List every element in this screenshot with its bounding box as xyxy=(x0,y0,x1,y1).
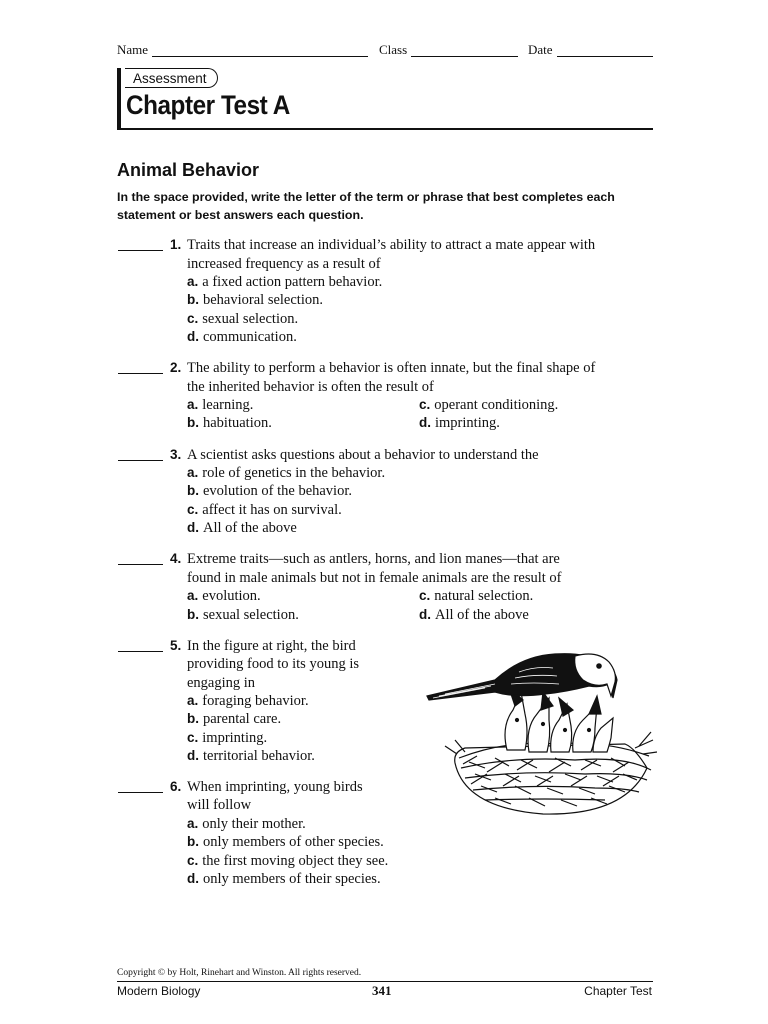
question-text-line: providing food to its young is xyxy=(187,656,359,672)
title-side-bar xyxy=(117,68,121,130)
option-c: c. imprinting. xyxy=(187,730,268,746)
question-number: 2. xyxy=(170,360,182,375)
answer-blank-6[interactable] xyxy=(118,792,163,793)
option-b: b. parental care. xyxy=(187,711,282,727)
option-c: c. operant conditioning. xyxy=(419,397,559,413)
question-text-line: Traits that increase an individual’s ability to attract a mate appear with xyxy=(187,237,596,253)
answer-blank-3[interactable] xyxy=(118,460,163,461)
footer-section: Chapter Test xyxy=(584,984,652,998)
question-text-line: In the figure at right, the bird xyxy=(187,638,356,654)
option-c: c. natural selection. xyxy=(419,588,534,604)
answer-blank-2[interactable] xyxy=(118,373,163,374)
option-b: b. behavioral selection. xyxy=(187,292,323,308)
option-b: b. sexual selection. xyxy=(187,607,299,623)
date-field[interactable] xyxy=(557,56,653,57)
option-d: d. imprinting. xyxy=(419,415,500,431)
option-b: b. habituation. xyxy=(187,415,272,431)
option-c: c. sexual selection. xyxy=(187,311,299,327)
option-d: d. territorial behavior. xyxy=(187,748,315,764)
bird-nest-illustration xyxy=(425,648,657,816)
option-b: b. evolution of the behavior. xyxy=(187,483,352,499)
page-number: 341 xyxy=(372,983,392,998)
assessment-tab: Assessment xyxy=(125,68,218,88)
question-text-line: Extreme traits—such as antlers, horns, and lion manes—that are xyxy=(187,551,560,567)
student-info-header xyxy=(117,42,653,60)
option-b: b. only members of other species. xyxy=(187,834,384,850)
instructions: In the space provided, write the letter of the term or phrase that best completes each statement or best answers each question. xyxy=(117,190,615,222)
question-number: 3. xyxy=(170,447,182,462)
option-a: a. evolution. xyxy=(187,588,261,604)
class-label: Class xyxy=(379,42,408,57)
question-text-line: When imprinting, young birds xyxy=(187,779,363,795)
question-text-line: the inherited behavior is often the result of xyxy=(187,379,434,395)
class-field[interactable] xyxy=(411,56,518,57)
question-number: 5. xyxy=(170,638,182,653)
adult-bird-icon xyxy=(427,654,617,700)
question-text-line: will follow xyxy=(187,797,252,813)
question-text-line: increased frequency as a result of xyxy=(187,256,381,272)
option-c: c. the first moving object they see. xyxy=(187,853,389,869)
option-a: a. learning. xyxy=(187,397,254,413)
date-label: Date xyxy=(528,42,553,57)
question-text-line: The ability to perform a behavior is often innate, but the final shape of xyxy=(187,360,596,376)
answer-blank-5[interactable] xyxy=(118,651,163,652)
title-rule xyxy=(117,128,653,130)
name-label: Name xyxy=(117,42,149,57)
option-d: d. communication. xyxy=(187,329,297,345)
option-a: a. role of genetics in the behavior. xyxy=(187,465,386,481)
question-text-line: A scientist asks questions about a behavior to understand the xyxy=(187,447,539,463)
answer-blank-1[interactable] xyxy=(118,250,163,251)
question-number: 4. xyxy=(170,551,182,566)
answer-blank-4[interactable] xyxy=(118,564,163,565)
option-a: a. only their mother. xyxy=(187,816,306,832)
title-block xyxy=(117,68,653,132)
option-d: d. All of the above xyxy=(187,520,297,536)
option-a: a. a fixed action pattern behavior. xyxy=(187,274,383,290)
option-d: d. only members of their species. xyxy=(187,871,381,887)
question-text-line: found in male animals but not in female animals are the result of xyxy=(187,570,562,586)
question-text-line: engaging in xyxy=(187,675,256,691)
option-d: d. All of the above xyxy=(419,607,529,623)
footer-book-title: Modern Biology xyxy=(117,984,201,998)
question-number: 1. xyxy=(170,237,182,252)
copyright-notice: Copyright © by Holt, Rinehart and Winston. All rights reserved. xyxy=(117,968,362,978)
question-number: 6. xyxy=(170,779,182,794)
option-a: a. foraging behavior. xyxy=(187,693,309,709)
name-field[interactable] xyxy=(152,56,368,57)
chicks-icon xyxy=(505,688,613,752)
page-title: Chapter Test A xyxy=(126,90,290,120)
option-c: c. affect it has on survival. xyxy=(187,502,342,518)
section-title: Animal Behavior xyxy=(117,160,260,180)
footer-rule xyxy=(117,981,653,982)
